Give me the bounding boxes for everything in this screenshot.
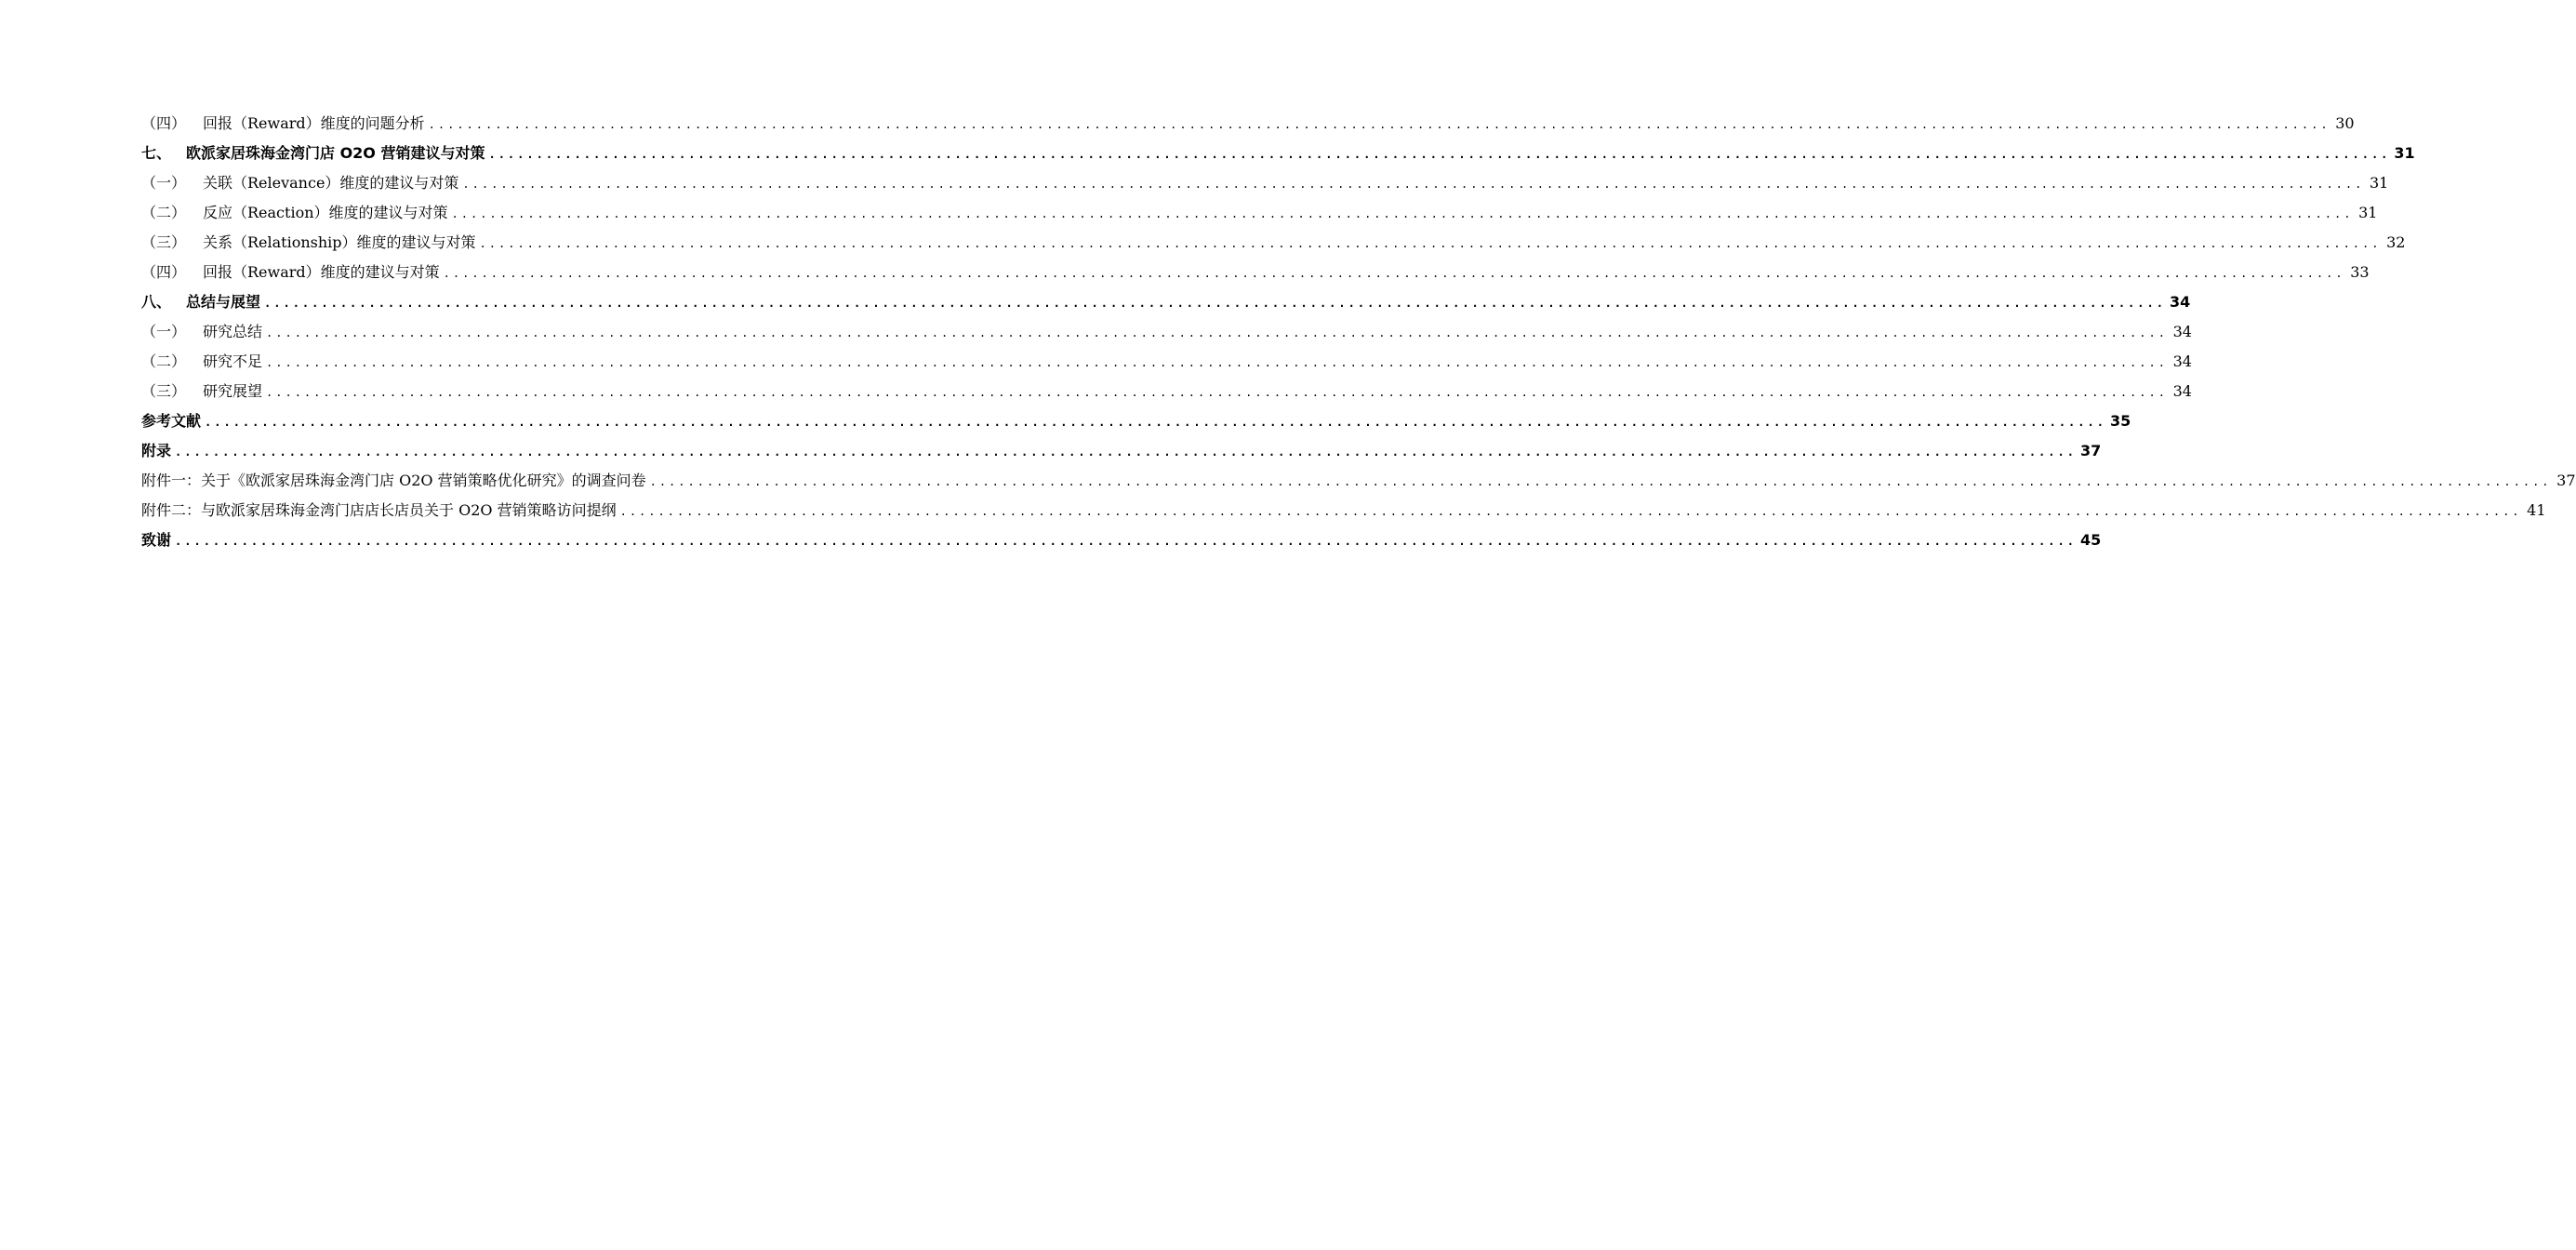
toc-entry-title: 欧派家居珠海金湾门店 O2O 营销建议与对策 xyxy=(186,144,485,162)
toc-entry[interactable] xyxy=(141,228,2406,258)
toc-entry[interactable] xyxy=(141,258,2370,287)
toc-entry-title: 致谢 xyxy=(141,531,172,549)
toc-dot-leader: ........................................................................................................................................................................................................ xyxy=(205,416,2106,429)
toc-dot-leader: ........................................................................................................................................................................................................ xyxy=(266,386,2168,399)
toc-entry[interactable] xyxy=(141,406,2131,436)
toc-entry-title: 总结与展望 xyxy=(186,293,261,311)
toc-entry-page: 37 xyxy=(2079,442,2102,459)
toc-dot-leader: ........................................................................................................................................................................................................ xyxy=(175,535,2077,548)
toc-entry-title: 附录 xyxy=(141,442,172,459)
toc-entry-number: 七、 xyxy=(141,144,172,162)
toc-entry-page: 34 xyxy=(2172,382,2192,400)
toc-entry[interactable] xyxy=(141,287,2191,317)
toc-entry-page: 34 xyxy=(2172,352,2192,370)
toc-entry-page: 35 xyxy=(2109,412,2131,430)
toc-dot-leader: ........................................................................................................................................................................................................ xyxy=(428,118,2330,131)
toc-entry-title: 回报（Reward）维度的建议与对策 xyxy=(203,263,440,281)
toc-entry-title: 研究总结 xyxy=(203,323,263,340)
toc-entry[interactable] xyxy=(141,317,2192,347)
toc-dot-leader: ........................................................................................................................................................................................................ xyxy=(619,505,2522,518)
toc-entry[interactable] xyxy=(141,377,2192,406)
toc-entry[interactable] xyxy=(141,525,2102,555)
toc-dot-leader: ........................................................................................................................................................................................................ xyxy=(264,297,2166,310)
toc-dot-leader: ........................................................................................................................................................................................................ xyxy=(488,148,2391,161)
toc-dot-leader: ........................................................................................................................................................................................................ xyxy=(479,237,2382,250)
toc-dot-leader: ........................................................................................................................................................................................................ xyxy=(462,178,2365,191)
toc-entry-number: （一） xyxy=(141,323,187,340)
toc-entry-page: 45 xyxy=(2079,531,2102,549)
toc-dot-leader: ........................................................................................................................................................................................................ xyxy=(451,207,2354,220)
toc-entry-page: 33 xyxy=(2350,263,2370,281)
toc-entry-page: 32 xyxy=(2386,233,2406,251)
toc-entry[interactable] xyxy=(141,198,2378,228)
toc-entry-number: （二） xyxy=(141,204,187,221)
toc-entry-number: （三） xyxy=(141,233,187,251)
toc-entry[interactable] xyxy=(141,168,2389,198)
toc-entry[interactable] xyxy=(141,466,2576,496)
toc-entry-number: （四） xyxy=(141,114,187,132)
toc-dot-leader: ........................................................................................................................................................................................................ xyxy=(443,267,2345,280)
toc-entry-number: （二） xyxy=(141,352,187,370)
toc-dot-leader: ........................................................................................................................................................................................................ xyxy=(266,356,2168,369)
toc-entry-number: 八、 xyxy=(141,293,172,311)
toc-entry-title: 关联（Relevance）维度的建议与对策 xyxy=(203,174,459,192)
toc-entry-page: 31 xyxy=(2369,174,2389,192)
toc-entry-page: 34 xyxy=(2172,323,2192,340)
toc-entry-title: 研究不足 xyxy=(203,352,263,370)
toc-dot-leader: ........................................................................................................................................................................................................ xyxy=(649,475,2552,488)
toc-entry-title: 参考文献 xyxy=(141,412,202,430)
toc-entry[interactable] xyxy=(141,347,2192,377)
toc-entry-page: 34 xyxy=(2169,293,2191,311)
toc-entry-page: 30 xyxy=(2335,114,2355,132)
toc-entry-number: （三） xyxy=(141,382,187,400)
toc-entry-page: 31 xyxy=(2358,204,2378,221)
toc-dot-leader: ........................................................................................................................................................................................................ xyxy=(175,445,2077,459)
table-of-contents xyxy=(141,109,2576,555)
toc-entry-title: 研究展望 xyxy=(203,382,263,400)
toc-dot-leader: ........................................................................................................................................................................................................ xyxy=(266,326,2168,339)
toc-entry-number: （四） xyxy=(141,263,187,281)
toc-entry-page: 31 xyxy=(2394,144,2415,162)
toc-entry[interactable] xyxy=(141,436,2102,466)
toc-entry-title: 关系（Relationship）维度的建议与对策 xyxy=(203,233,476,251)
toc-entry-title: 附件一：关于《欧派家居珠海金湾门店 O2O 营销策略优化研究》的调查问卷 xyxy=(141,472,646,489)
toc-entry[interactable] xyxy=(141,109,2355,139)
toc-entry-title: 附件二：与欧派家居珠海金湾门店店长店员关于 O2O 营销策略访问提纲 xyxy=(141,501,617,519)
toc-entry-title: 回报（Reward）维度的问题分析 xyxy=(203,114,425,132)
toc-entry[interactable] xyxy=(141,496,2546,525)
toc-entry-page: 41 xyxy=(2527,501,2546,519)
toc-entry-number: （一） xyxy=(141,174,187,192)
toc-entry-title: 反应（Reaction）维度的建议与对策 xyxy=(203,204,448,221)
toc-entry-page: 37 xyxy=(2556,472,2576,489)
toc-entry[interactable] xyxy=(141,139,2415,168)
